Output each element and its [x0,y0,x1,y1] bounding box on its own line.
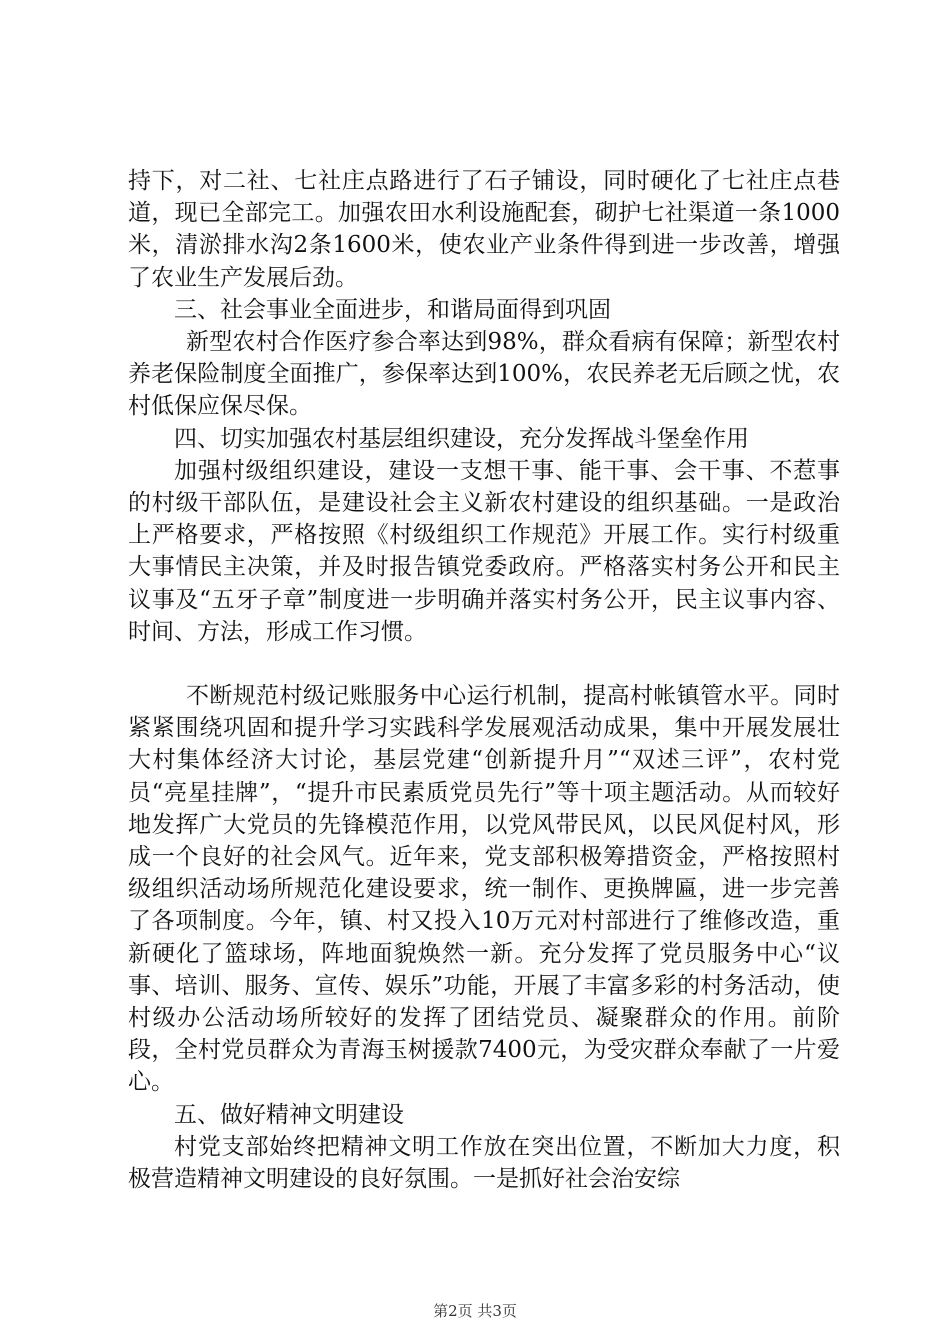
paragraph-gap [128,648,840,680]
section-heading-5: 五、做好精神文明建设 [174,1101,404,1128]
paragraph-civilization: 村党支部始终把精神文明工作放在突出位置，不断加大力度，积极营造精神文明建设的良好氛围。一是抓好社会治安综 [128,1133,840,1193]
section-heading-3: 三、社会事业全面进步，和谐局面得到巩固 [174,296,611,323]
paragraph-continued: 持下，对二社、七社庄点路进行了石子铺设，同时硬化了七社庄点巷道，现已全部完工。加强农田水利设施配套，砌护七社渠道一条1000米，清淤排水沟2条1600米，使农业产业条件得到进一步改善，增强了农业生产发展后劲。 [128,168,840,291]
paragraph-social-welfare: 新型农村合作医疗参合率达到98%，群众看病有保障；新型农村养老保险制度全面推广，参保率达到100%，农民养老无后顾之忧，农村低保应保尽保。 [128,329,840,420]
page-footer: 第2页 共3页 [433,1302,517,1320]
document-body [128,165,840,1195]
paragraph-accounting: 不断规范村级记账服务中心运行机制，提高村帐镇管水平。同时紧紧围绕巩固和提升学习实践科学发展观活动成果，集中开展发展壮大村集体经济大讨论，基层党建“创新提升月”“双述三评”，农村党员“亮星挂牌”，“提升市民素质党员先行”等十项主题活动。从而较好地发挥广大党员的先锋模范作用，以党风带民风，以民风促村风，形成一个良好的社会风气。近年来，党支部积极筹措资金，严格按照村级组织活动场所规范化建设要求，统一制作、更换牌匾，进一步完善了各项制度。今年，镇、村又投入10万元对村部进行了维修改造，重新硬化了篮球场，阵地面貌焕然一新。充分发挥了党员服务中心“议事、培训、服务、宣传、娱乐”功能，开展了丰富多彩的村务活动，使村级办公活动场所较好的发挥了团结党员、凝聚群众的作用。前阶段，全村党员群众为青海玉树援款7400元，为受灾群众奉献了一片爱心。 [128,683,840,1096]
paragraph-organization: 加强村级组织建设，建设一支想干事、能干事、会干事、不惹事的村级干部队伍，是建设社会主义新农村建设的组织基础。一是政治上严格要求，严格按照《村级组织工作规范》开展工作。实行村级重大事情民主决策，并及时报告镇党委政府。严格落实村务公开和民主议事及“五牙子章”制度进一步明确并落实村务公开，民主议事内容、时间、方法，形成工作习惯。 [128,457,840,645]
section-heading-4: 四、切实加强农村基层组织建设，充分发挥战斗堡垒作用 [174,425,749,452]
